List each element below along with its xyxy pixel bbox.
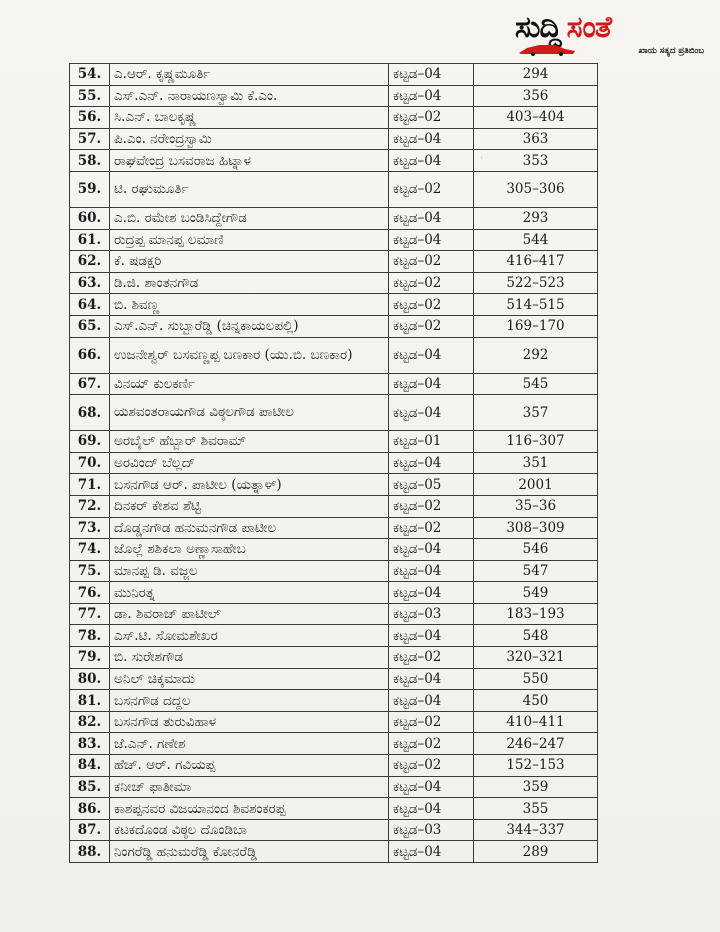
member-name: ಎ.ಬಿ. ರಮೇಶ ಬಂಡಿಸಿದ್ದೇಗೌಡ xyxy=(110,207,389,229)
member-name: ಕನೀಜ್ ಫಾತೀಮಾ xyxy=(110,776,389,798)
building-label: ಕಟ್ಟಡ–04 xyxy=(389,452,474,474)
scan-speck: · xyxy=(480,153,484,164)
row-number: 54. xyxy=(70,64,110,86)
table-row xyxy=(70,207,598,229)
building-label: ಕಟ್ಟಡ–04 xyxy=(389,798,474,820)
row-number: 72. xyxy=(70,495,110,517)
row-number: 82. xyxy=(70,711,110,733)
member-name: ಯಶವಂತರಾಯಗೌಡ ವಿಠ್ಠಲಗೌಡ ಪಾಟೀಲ xyxy=(110,395,389,431)
member-name: ಅರಬೈಲ್ ಹೆಬ್ಬಾರ್ ಶಿವರಾಮ್ xyxy=(110,431,389,453)
member-name: ಎ.ಆರ್. ಕೃಷ್ಣಮೂರ್ತಿ xyxy=(110,64,389,86)
row-number: 55. xyxy=(70,85,110,107)
room-number: 357 xyxy=(474,395,598,431)
building-label: ಕಟ್ಟಡ–04 xyxy=(389,776,474,798)
table-row xyxy=(70,711,598,733)
building-label: ಕಟ್ಟಡ–04 xyxy=(389,128,474,150)
table-row xyxy=(70,776,598,798)
row-number: 63. xyxy=(70,272,110,294)
room-number: 152–153 xyxy=(474,755,598,777)
building-label: ಕಟ್ಟಡ–04 xyxy=(389,373,474,395)
room-number: 305–306 xyxy=(474,171,598,207)
room-number: 35–36 xyxy=(474,495,598,517)
member-name: ಉಜನೇಶ್ವರ್ ಬಸವಣ್ಣಪ್ಪ ಬಣಕಾರ (ಯು.ಬಿ. ಬಣಕಾರ) xyxy=(110,337,389,373)
building-label: ಕಟ್ಟಡ–02 xyxy=(389,755,474,777)
row-number: 69. xyxy=(70,431,110,453)
member-name: ದಿನಕರ್ ಕೇಶವ ಶೆಟ್ಟಿ xyxy=(110,495,389,517)
brand-word-2: ಸಂತೆ xyxy=(566,10,611,45)
building-label: ಕಟ್ಟಡ–04 xyxy=(389,337,474,373)
member-name: ಮುನಿರತ್ನ xyxy=(110,582,389,604)
table-row xyxy=(70,668,598,690)
table-row xyxy=(70,373,598,395)
row-number: 71. xyxy=(70,474,110,496)
building-label: ಕಟ್ಟಡ–02 xyxy=(389,294,474,316)
room-number: 294 xyxy=(474,64,598,86)
building-label: ಕಟ್ಟಡ–04 xyxy=(389,668,474,690)
building-label: ಕಟ್ಟಡ–04 xyxy=(389,690,474,712)
brand-logo xyxy=(515,10,710,62)
row-number: 76. xyxy=(70,582,110,604)
member-name: ಬಸನಗೌಡ ತುರುವಿಹಾಳ xyxy=(110,711,389,733)
row-number: 59. xyxy=(70,171,110,207)
member-name: ವಿನಯ್ ಕುಲಕರ್ಣಿ xyxy=(110,373,389,395)
table-row xyxy=(70,251,598,273)
member-name: ಜೆ.ಎನ್. ಗಣೇಶ xyxy=(110,733,389,755)
row-number: 58. xyxy=(70,150,110,172)
building-label: ಕಟ್ಟಡ–02 xyxy=(389,171,474,207)
table-row xyxy=(70,841,598,863)
room-number: 320–321 xyxy=(474,647,598,669)
room-number: 546 xyxy=(474,539,598,561)
room-number: 545 xyxy=(474,373,598,395)
table-row xyxy=(70,539,598,561)
brand-wordmark xyxy=(515,10,611,45)
building-label: ಕಟ್ಟಡ–04 xyxy=(389,229,474,251)
table-row xyxy=(70,229,598,251)
building-label: ಕಟ್ಟಡ–02 xyxy=(389,711,474,733)
table-row xyxy=(70,107,598,129)
row-number: 61. xyxy=(70,229,110,251)
room-number: 548 xyxy=(474,625,598,647)
row-number: 73. xyxy=(70,517,110,539)
table-row xyxy=(70,128,598,150)
building-label: ಕಟ್ಟಡ–04 xyxy=(389,539,474,561)
table-row xyxy=(70,150,598,172)
room-number: 289 xyxy=(474,841,598,863)
room-number: 169–170 xyxy=(474,315,598,337)
room-number: 547 xyxy=(474,560,598,582)
building-label: ಕಟ್ಟಡ–02 xyxy=(389,315,474,337)
room-number: 363 xyxy=(474,128,598,150)
table-row xyxy=(70,755,598,777)
room-number: 246–247 xyxy=(474,733,598,755)
room-number: 293 xyxy=(474,207,598,229)
room-number: 403–404 xyxy=(474,107,598,129)
member-name: ಸಿ.ಎನ್. ಬಾಲಕೃಷ್ಣ xyxy=(110,107,389,129)
member-name: ರುದ್ರಪ್ಪ ಮಾನಪ್ಪ ಲಮಾಣಿ xyxy=(110,229,389,251)
row-number: 67. xyxy=(70,373,110,395)
building-label: ಕಟ್ಟಡ–04 xyxy=(389,582,474,604)
table-row xyxy=(70,690,598,712)
member-name: ಹೆಚ್. ಆರ್. ಗವಿಯಪ್ಪ xyxy=(110,755,389,777)
member-name: ಟಿ. ರಘುಮೂರ್ತಿ xyxy=(110,171,389,207)
table-row xyxy=(70,647,598,669)
row-number: 87. xyxy=(70,819,110,841)
brand-word-1: ಸುದ್ದಿ xyxy=(515,10,561,45)
table-row xyxy=(70,337,598,373)
room-number: 308–309 xyxy=(474,517,598,539)
room-number: 355 xyxy=(474,798,598,820)
member-name: ಅನಿಲ್ ಚಿಕ್ಕಮಾದು xyxy=(110,668,389,690)
building-label: ಕಟ್ಟಡ–05 xyxy=(389,474,474,496)
row-number: 86. xyxy=(70,798,110,820)
row-number: 64. xyxy=(70,294,110,316)
member-name: ಎಸ್.ಎನ್. ನಾರಾಯಣಸ್ವಾಮಿ ಕೆ.ಎಂ. xyxy=(110,85,389,107)
table-row xyxy=(70,294,598,316)
building-label: ಕಟ್ಟಡ–01 xyxy=(389,431,474,453)
member-name: ಎಸ್.ಎನ್. ಸುಬ್ಬಾರೆಡ್ಡಿ (ಚಿನ್ನಕಾಯಲಪಲ್ಲಿ) xyxy=(110,315,389,337)
member-name: ಎಸ್.ಟಿ. ಸೋಮಶೇಖರ xyxy=(110,625,389,647)
row-number: 77. xyxy=(70,603,110,625)
table-row xyxy=(70,272,598,294)
building-label: ಕಟ್ಟಡ–02 xyxy=(389,647,474,669)
room-number: 416–417 xyxy=(474,251,598,273)
building-label: ಕಟ್ಟಡ–04 xyxy=(389,207,474,229)
member-name: ಕಟಕದೊಂಡ ವಿಠ್ಠಲ ದೊಂಡಿಬಾ xyxy=(110,819,389,841)
member-name: ಬಿ. ಸುರೇಶಗೌಡ xyxy=(110,647,389,669)
table-row xyxy=(70,431,598,453)
member-room-table xyxy=(69,63,598,863)
table-row xyxy=(70,603,598,625)
member-name: ದೊಡ್ಡನಗೌಡ ಹನುಮನಗೌಡ ಪಾಟೀಲ xyxy=(110,517,389,539)
brand-tagline: ಖಾಯ ಸತ್ಯದ ಪ್ರತಿಬಿಂಬ xyxy=(638,46,704,56)
member-name: ಜೊಲ್ಲೆ ಶಶಿಕಲಾ ಅಣ್ಣಾಸಾಹೇಬ xyxy=(110,539,389,561)
member-name: ಕಾಶಪ್ಪನವರ ವಿಜಯಾನಂದ ಶಿವಶಂಕರಪ್ಪ xyxy=(110,798,389,820)
table-body xyxy=(70,64,598,863)
table-row xyxy=(70,452,598,474)
building-label: ಕಟ್ಟಡ–02 xyxy=(389,517,474,539)
building-label: ಕಟ್ಟಡ–04 xyxy=(389,841,474,863)
member-name: ಕೆ. ಷಡಕ್ಷರಿ xyxy=(110,251,389,273)
row-number: 78. xyxy=(70,625,110,647)
table-row xyxy=(70,733,598,755)
room-number: 550 xyxy=(474,668,598,690)
building-label: ಕಟ್ಟಡ–02 xyxy=(389,733,474,755)
row-number: 88. xyxy=(70,841,110,863)
room-number: 544 xyxy=(474,229,598,251)
row-number: 75. xyxy=(70,560,110,582)
member-name: ಪಿ.ಎಂ. ನರೇಂದ್ರಸ್ವಾಮಿ xyxy=(110,128,389,150)
room-number: 522–523 xyxy=(474,272,598,294)
row-number: 84. xyxy=(70,755,110,777)
room-number: 450 xyxy=(474,690,598,712)
building-label: ಕಟ್ಟಡ–02 xyxy=(389,495,474,517)
room-number: 344–337 xyxy=(474,819,598,841)
row-number: 65. xyxy=(70,315,110,337)
member-name: ಬಸನಗೌಡ ಆರ್. ಪಾಟೀಲ (ಯತ್ನಾಳ್) xyxy=(110,474,389,496)
member-name: ಡಾ. ಶಿವರಾಜ್ ಪಾಟೀಲ್ xyxy=(110,603,389,625)
row-number: 68. xyxy=(70,395,110,431)
table-row xyxy=(70,819,598,841)
row-number: 83. xyxy=(70,733,110,755)
table-row xyxy=(70,560,598,582)
car-icon xyxy=(517,42,577,56)
building-label: ಕಟ್ಟಡ–02 xyxy=(389,251,474,273)
building-label: ಕಟ್ಟಡ–04 xyxy=(389,560,474,582)
room-number: 410–411 xyxy=(474,711,598,733)
building-label: ಕಟ್ಟಡ–03 xyxy=(389,819,474,841)
member-name: ಬಿ. ಶಿವಣ್ಣ xyxy=(110,294,389,316)
room-number: 359 xyxy=(474,776,598,798)
building-label: ಕಟ್ಟಡ–02 xyxy=(389,107,474,129)
table-row xyxy=(70,315,598,337)
building-label: ಕಟ್ಟಡ–04 xyxy=(389,395,474,431)
row-number: 66. xyxy=(70,337,110,373)
table-row xyxy=(70,395,598,431)
member-name: ಮಾನಪ್ಪ ಡಿ. ವಜ್ಜಲ xyxy=(110,560,389,582)
table-row xyxy=(70,474,598,496)
room-number: 549 xyxy=(474,582,598,604)
row-number: 60. xyxy=(70,207,110,229)
room-number: 2001 xyxy=(474,474,598,496)
table-row xyxy=(70,171,598,207)
building-label: ಕಟ್ಟಡ–04 xyxy=(389,85,474,107)
table-row xyxy=(70,625,598,647)
table-row xyxy=(70,798,598,820)
row-number: 70. xyxy=(70,452,110,474)
row-number: 85. xyxy=(70,776,110,798)
room-number: 514–515 xyxy=(474,294,598,316)
table-row xyxy=(70,85,598,107)
building-label: ಕಟ್ಟಡ–04 xyxy=(389,64,474,86)
building-label: ಕಟ್ಟಡ–04 xyxy=(389,150,474,172)
row-number: 74. xyxy=(70,539,110,561)
building-label: ಕಟ್ಟಡ–03 xyxy=(389,603,474,625)
member-name: ಅರವಿಂದ್ ಬೆಲ್ಲದ್ xyxy=(110,452,389,474)
row-number: 79. xyxy=(70,647,110,669)
member-name: ಬಸನಗೌಡ ದದ್ದಲ xyxy=(110,690,389,712)
row-number: 57. xyxy=(70,128,110,150)
row-number: 80. xyxy=(70,668,110,690)
member-name: ನಿಂಗರೆಡ್ಡಿ ಹನುಮರೆಡ್ಡಿ ಕೋನರೆಡ್ಡಿ xyxy=(110,841,389,863)
table-row xyxy=(70,495,598,517)
building-label: ಕಟ್ಟಡ–04 xyxy=(389,625,474,647)
room-number: 351 xyxy=(474,452,598,474)
table-row xyxy=(70,582,598,604)
room-number: 292 xyxy=(474,337,598,373)
table-row xyxy=(70,517,598,539)
room-number: 356 xyxy=(474,85,598,107)
building-label: ಕಟ್ಟಡ–02 xyxy=(389,272,474,294)
row-number: 81. xyxy=(70,690,110,712)
row-number: 56. xyxy=(70,107,110,129)
room-number: 353 xyxy=(474,150,598,172)
room-number: 116–307 xyxy=(474,431,598,453)
member-name: ರಾಘವೇಂದ್ರ ಬಸವರಾಜ ಹಿಟ್ನಾಳ xyxy=(110,150,389,172)
table-row xyxy=(70,64,598,86)
row-number: 62. xyxy=(70,251,110,273)
room-number: 183–193 xyxy=(474,603,598,625)
member-name: ಡಿ.ಜಿ. ಶಾಂತನಗೌಡ xyxy=(110,272,389,294)
